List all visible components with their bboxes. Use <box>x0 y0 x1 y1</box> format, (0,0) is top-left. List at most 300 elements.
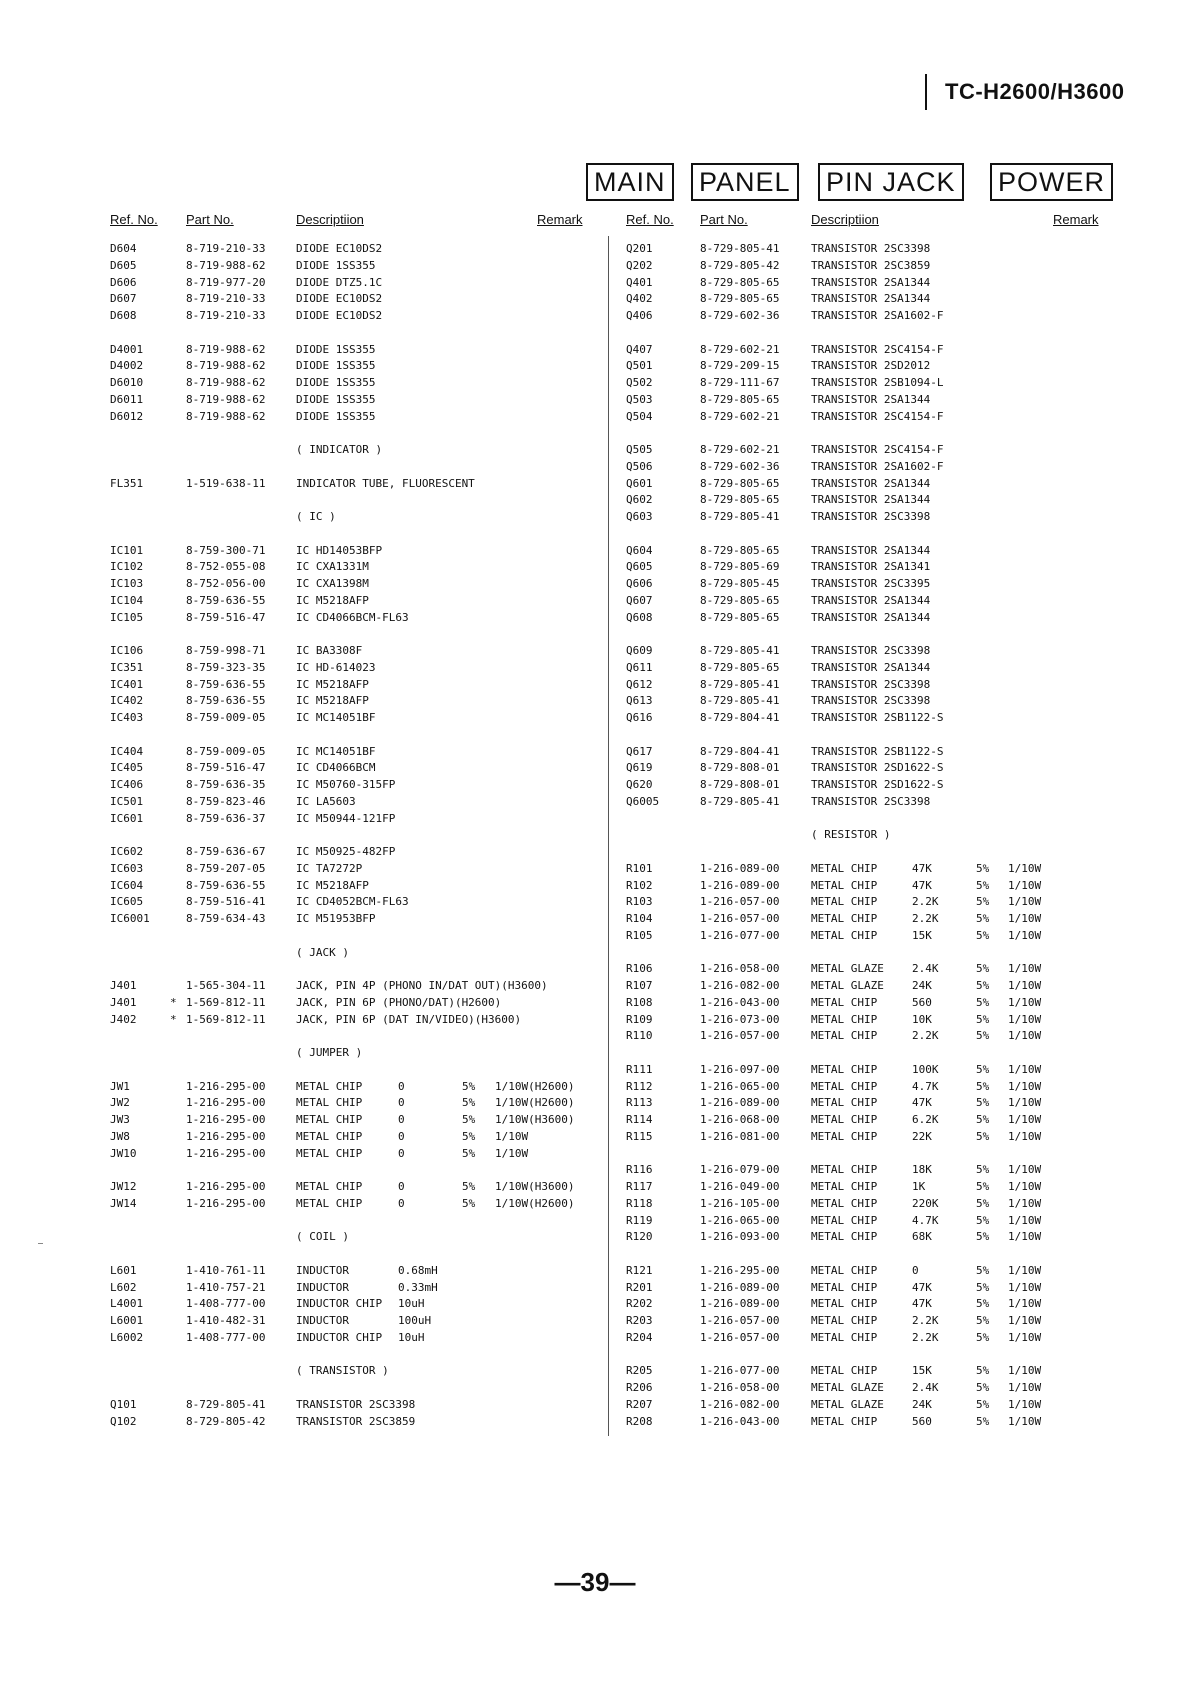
part-no: 8-759-636-35 <box>186 778 266 791</box>
description: IC MC14051BF <box>296 711 376 724</box>
ref-no: IC403 <box>110 711 144 724</box>
ref-no: L6001 <box>110 1314 144 1327</box>
description: TRANSISTOR 2SA1602-F <box>811 460 944 473</box>
part-no: 1-569-812-11 <box>186 996 266 1009</box>
description: METAL GLAZE <box>811 1381 884 1394</box>
tolerance: 5% <box>976 1314 990 1327</box>
part-no: 8-759-636-55 <box>186 879 266 892</box>
left-header-desc: Descriptiion <box>296 212 364 227</box>
tolerance: 5% <box>976 1398 990 1411</box>
description: INDICATOR TUBE, FLUORESCENT <box>296 477 475 490</box>
ref-no: R202 <box>626 1297 653 1310</box>
part-row <box>0 744 1190 760</box>
ref-no: J401 <box>110 996 137 1009</box>
part-row <box>0 258 1190 274</box>
part-no: 1-216-295-00 <box>186 1080 266 1093</box>
part-no: 1-216-057-00 <box>700 895 780 908</box>
part-row <box>0 961 1190 977</box>
description: TRANSISTOR 2SA1344 <box>811 493 931 506</box>
ref-no: IC603 <box>110 862 144 875</box>
part-row <box>0 492 1190 508</box>
description: METAL CHIP <box>811 1063 878 1076</box>
description: JACK, PIN 6P (PHONO/DAT)(H2600) <box>296 996 502 1009</box>
part-no: 1-216-043-00 <box>700 996 780 1009</box>
description: TRANSISTOR 2SA1602-F <box>811 309 944 322</box>
ref-no: Q607 <box>626 594 653 607</box>
inductance: 10uH <box>398 1331 425 1344</box>
description: IC M50925-482FP <box>296 845 396 858</box>
left-header-ref: Ref. No. <box>110 212 158 227</box>
description: TRANSISTOR 2SA1344 <box>811 276 931 289</box>
part-no: 8-729-602-36 <box>700 460 780 473</box>
part-row <box>0 1079 1190 1095</box>
part-row <box>0 358 1190 374</box>
tolerance: 5% <box>976 862 990 875</box>
right-header-desc: Descriptiion <box>811 212 879 227</box>
ref-no: Q605 <box>626 560 653 573</box>
value: 47K <box>912 879 932 892</box>
part-row <box>0 911 1190 927</box>
ref-no: L601 <box>110 1264 137 1277</box>
description: IC HD14053BFP <box>296 544 383 557</box>
wattage: 1/10W <box>1008 1230 1042 1243</box>
ref-no: Q606 <box>626 577 653 590</box>
part-row <box>0 291 1190 307</box>
part-no: 8-729-804-41 <box>700 711 780 724</box>
ref-no: Q407 <box>626 343 653 356</box>
value: 24K <box>912 1398 932 1411</box>
value: 6.2K <box>912 1113 939 1126</box>
inductance: 10uH <box>398 1297 425 1310</box>
description: METAL CHIP <box>811 1415 878 1428</box>
left-header-remark: Remark <box>537 212 583 227</box>
section-heading: ( TRANSISTOR ) <box>296 1364 389 1377</box>
part-row <box>0 811 1190 827</box>
ref-no: D607 <box>110 292 137 305</box>
ref-no: D604 <box>110 242 137 255</box>
ref-no: R107 <box>626 979 653 992</box>
ref-no: Q603 <box>626 510 653 523</box>
wattage: 1/10W <box>1008 1364 1042 1377</box>
description: METAL CHIP <box>296 1113 363 1126</box>
value: 15K <box>912 929 932 942</box>
part-row <box>0 894 1190 910</box>
part-no: 1-216-089-00 <box>700 1096 780 1109</box>
tolerance: 5% <box>976 1063 990 1076</box>
ref-no: Q401 <box>626 276 653 289</box>
wattage: 1/10W <box>1008 1096 1042 1109</box>
part-no: 8-752-056-00 <box>186 577 266 590</box>
description: TRANSISTOR 2SC4154-F <box>811 410 944 423</box>
part-no: 8-729-805-41 <box>700 795 780 808</box>
tolerance: 5% <box>976 1080 990 1093</box>
part-row <box>0 1263 1190 1279</box>
tolerance: 5% <box>976 962 990 975</box>
ref-no: IC602 <box>110 845 144 858</box>
tolerance: 5% <box>462 1147 476 1160</box>
part-row <box>0 1280 1190 1296</box>
description: IC MC14051BF <box>296 745 376 758</box>
part-no: 1-519-638-11 <box>186 477 266 490</box>
part-no: 1-216-058-00 <box>700 1381 780 1394</box>
tolerance: 5% <box>976 1096 990 1109</box>
part-no: 8-729-805-42 <box>700 259 780 272</box>
scan-mark <box>38 1243 43 1244</box>
ref-no: R206 <box>626 1381 653 1394</box>
part-no: 1-216-068-00 <box>700 1113 780 1126</box>
value: 47K <box>912 862 932 875</box>
value: 4.7K <box>912 1080 939 1093</box>
ref-no: Q102 <box>110 1415 137 1428</box>
ref-no: Q6005 <box>626 795 660 808</box>
description: IC M5218AFP <box>296 678 369 691</box>
description: TRANSISTOR 2SA1344 <box>811 393 931 406</box>
part-no: 8-719-988-62 <box>186 376 266 389</box>
part-row <box>0 844 1190 860</box>
tolerance: 5% <box>976 1113 990 1126</box>
value: 2.4K <box>912 1381 939 1394</box>
part-no: 8-729-602-36 <box>700 309 780 322</box>
ref-no: L602 <box>110 1281 137 1294</box>
tolerance: 5% <box>976 1197 990 1210</box>
part-no: 8-752-055-08 <box>186 560 266 573</box>
ref-no: JW12 <box>110 1180 137 1193</box>
description: IC M5218AFP <box>296 694 369 707</box>
ref-no: D608 <box>110 309 137 322</box>
value: 0 <box>398 1147 405 1160</box>
part-row <box>0 442 1190 458</box>
description: TRANSISTOR 2SC3398 <box>811 795 931 808</box>
part-row <box>0 476 1190 492</box>
ref-no: IC404 <box>110 745 144 758</box>
ref-no: Q505 <box>626 443 653 456</box>
value: 4.7K <box>912 1214 939 1227</box>
tolerance: 5% <box>976 929 990 942</box>
description: INDUCTOR <box>296 1314 349 1327</box>
ref-no: JW3 <box>110 1113 130 1126</box>
value: 47K <box>912 1297 932 1310</box>
part-no: 1-410-757-21 <box>186 1281 266 1294</box>
description: TRANSISTOR 2SC3859 <box>296 1415 416 1428</box>
ref-no: L4001 <box>110 1297 144 1310</box>
part-no: 1-216-082-00 <box>700 1398 780 1411</box>
part-no: 8-729-808-01 <box>700 778 780 791</box>
value: 2.2K <box>912 912 939 925</box>
section-heading: ( JACK ) <box>296 946 349 959</box>
ref-no: IC402 <box>110 694 144 707</box>
part-no: 1-216-082-00 <box>700 979 780 992</box>
ref-no: R201 <box>626 1281 653 1294</box>
part-no: 8-729-805-65 <box>700 477 780 490</box>
description: METAL GLAZE <box>811 962 884 975</box>
description: METAL CHIP <box>811 1180 878 1193</box>
value: 22K <box>912 1130 932 1143</box>
ref-no: Q617 <box>626 745 653 758</box>
part-no: 1-216-049-00 <box>700 1180 780 1193</box>
part-no: 8-759-516-41 <box>186 895 266 908</box>
ref-no: Q602 <box>626 493 653 506</box>
part-row <box>0 1196 1190 1212</box>
value: 560 <box>912 1415 932 1428</box>
part-no: 8-729-805-42 <box>186 1415 266 1428</box>
ref-no: R121 <box>626 1264 653 1277</box>
description: JACK, PIN 4P (PHONO IN/DAT OUT)(H3600) <box>296 979 548 992</box>
part-row <box>0 1129 1190 1145</box>
wattage: 1/10W <box>1008 1063 1042 1076</box>
description: METAL CHIP <box>811 1080 878 1093</box>
ref-no: IC6001 <box>110 912 150 925</box>
wattage: 1/10W <box>1008 879 1042 892</box>
right-header-ref: Ref. No. <box>626 212 674 227</box>
description: DIODE 1SS355 <box>296 359 376 372</box>
part-row <box>0 660 1190 676</box>
part-no: 8-729-805-41 <box>700 644 780 657</box>
ref-no: R105 <box>626 929 653 942</box>
ref-no: R111 <box>626 1063 653 1076</box>
part-row <box>0 1095 1190 1111</box>
tolerance: 5% <box>976 1364 990 1377</box>
description: TRANSISTOR 2SD2012 <box>811 359 931 372</box>
part-row <box>0 1146 1190 1162</box>
ref-no: IC406 <box>110 778 144 791</box>
ref-no: D6012 <box>110 410 144 423</box>
part-row <box>0 1012 1190 1028</box>
description: METAL GLAZE <box>811 1398 884 1411</box>
ref-no: R116 <box>626 1163 653 1176</box>
wattage: 1/10W <box>1008 962 1042 975</box>
description: METAL CHIP <box>811 1264 878 1277</box>
part-no: 8-729-804-41 <box>700 745 780 758</box>
ref-no: R203 <box>626 1314 653 1327</box>
description: METAL CHIP <box>811 1281 878 1294</box>
tolerance: 5% <box>976 895 990 908</box>
ref-no: Q201 <box>626 242 653 255</box>
description: INDUCTOR <box>296 1264 349 1277</box>
part-no: 8-729-805-41 <box>700 678 780 691</box>
part-no: 8-729-805-65 <box>700 611 780 624</box>
part-no: 8-729-805-65 <box>700 594 780 607</box>
description: METAL CHIP <box>811 1013 878 1026</box>
part-no: 8-729-805-69 <box>700 560 780 573</box>
description: DIODE 1SS355 <box>296 393 376 406</box>
description: METAL CHIP <box>811 1029 878 1042</box>
tolerance: 5% <box>462 1113 476 1126</box>
ref-no: R115 <box>626 1130 653 1143</box>
part-no: 1-408-777-00 <box>186 1297 266 1310</box>
part-no: 8-759-636-67 <box>186 845 266 858</box>
tolerance: 5% <box>462 1180 476 1193</box>
ref-no: Q506 <box>626 460 653 473</box>
part-no: 8-729-805-41 <box>700 694 780 707</box>
part-row <box>0 392 1190 408</box>
part-no: 8-719-988-62 <box>186 393 266 406</box>
part-no: 1-216-043-00 <box>700 1415 780 1428</box>
value: 0 <box>912 1264 919 1277</box>
ref-no: R120 <box>626 1230 653 1243</box>
section-heading: ( COIL ) <box>296 1230 349 1243</box>
wattage: 1/10W(H3600) <box>495 1180 575 1193</box>
part-row <box>0 1363 1190 1379</box>
part-row <box>0 928 1190 944</box>
description: TRANSISTOR 2SA1344 <box>811 611 931 624</box>
part-no: 8-729-805-41 <box>700 510 780 523</box>
ref-no: FL351 <box>110 477 144 490</box>
ref-no: Q504 <box>626 410 653 423</box>
ref-no: J402 <box>110 1013 137 1026</box>
description: JACK, PIN 6P (DAT IN/VIDEO)(H3600) <box>296 1013 522 1026</box>
description: METAL CHIP <box>296 1180 363 1193</box>
description: TRANSISTOR 2SC3398 <box>811 242 931 255</box>
description: METAL CHIP <box>811 1096 878 1109</box>
section-heading: ( INDICATOR ) <box>296 443 383 456</box>
description: DIODE 1SS355 <box>296 343 376 356</box>
page-number: —39— <box>554 1567 636 1597</box>
value: 0 <box>398 1113 405 1126</box>
wattage: 1/10W <box>1008 1214 1042 1227</box>
part-row <box>0 593 1190 609</box>
tolerance: 5% <box>462 1130 476 1143</box>
description: INDUCTOR <box>296 1281 349 1294</box>
wattage: 1/10W(H3600) <box>495 1113 575 1126</box>
part-no: 1-216-295-00 <box>186 1113 266 1126</box>
part-no: 1-216-295-00 <box>186 1096 266 1109</box>
part-no: 8-719-988-62 <box>186 410 266 423</box>
description: METAL CHIP <box>296 1197 363 1210</box>
value: 220K <box>912 1197 939 1210</box>
ref-no: JW14 <box>110 1197 137 1210</box>
ref-no: IC101 <box>110 544 144 557</box>
part-row <box>0 1414 1190 1430</box>
description: TRANSISTOR 2SA1344 <box>811 661 931 674</box>
part-row <box>0 1028 1190 1044</box>
star-mark: * <box>170 1013 177 1026</box>
ref-no: R114 <box>626 1113 653 1126</box>
part-no: 8-719-210-33 <box>186 309 266 322</box>
tolerance: 5% <box>976 996 990 1009</box>
ref-no: R108 <box>626 996 653 1009</box>
description: METAL CHIP <box>296 1080 363 1093</box>
part-no: 8-719-988-62 <box>186 259 266 272</box>
ref-no: J401 <box>110 979 137 992</box>
part-no: 1-216-073-00 <box>700 1013 780 1026</box>
part-no: 1-565-304-11 <box>186 979 266 992</box>
tolerance: 5% <box>976 1381 990 1394</box>
ref-no: IC604 <box>110 879 144 892</box>
part-no: 8-759-636-55 <box>186 594 266 607</box>
wattage: 1/10W <box>1008 1163 1042 1176</box>
part-row <box>0 543 1190 559</box>
ref-no: Q609 <box>626 644 653 657</box>
value: 47K <box>912 1281 932 1294</box>
right-header-part: Part No. <box>700 212 748 227</box>
ref-no: Q503 <box>626 393 653 406</box>
part-no: 8-729-209-15 <box>700 359 780 372</box>
ref-no: D606 <box>110 276 137 289</box>
description: IC CD4066BCM <box>296 761 376 774</box>
part-row <box>0 1313 1190 1329</box>
description: METAL CHIP <box>811 862 878 875</box>
value: 18K <box>912 1163 932 1176</box>
part-no: 8-729-805-41 <box>700 242 780 255</box>
ref-no: IC106 <box>110 644 144 657</box>
description: TRANSISTOR 2SD1622-S <box>811 778 944 791</box>
ref-no: Q202 <box>626 259 653 272</box>
part-row <box>0 610 1190 626</box>
part-no: 8-729-805-41 <box>186 1398 266 1411</box>
ref-no: Q601 <box>626 477 653 490</box>
part-no: 8-729-805-65 <box>700 493 780 506</box>
part-no: 8-759-636-55 <box>186 678 266 691</box>
part-row <box>0 275 1190 291</box>
part-row <box>0 1179 1190 1195</box>
part-no: 8-759-634-43 <box>186 912 266 925</box>
description: METAL CHIP <box>811 1163 878 1176</box>
ref-no: IC601 <box>110 812 144 825</box>
description: METAL CHIP <box>811 929 878 942</box>
part-row <box>0 342 1190 358</box>
tolerance: 5% <box>976 1130 990 1143</box>
wattage: 1/10W <box>1008 1297 1042 1310</box>
description: METAL CHIP <box>811 1297 878 1310</box>
description: IC CD4052BCM-FL63 <box>296 895 409 908</box>
value: 0 <box>398 1180 405 1193</box>
ref-no: R109 <box>626 1013 653 1026</box>
description: IC M50760-315FP <box>296 778 396 791</box>
wattage: 1/10W <box>1008 1180 1042 1193</box>
description: TRANSISTOR 2SB1122-S <box>811 711 944 724</box>
ref-no: R106 <box>626 962 653 975</box>
part-no: 8-729-805-45 <box>700 577 780 590</box>
description: TRANSISTOR 2SA1344 <box>811 477 931 490</box>
tolerance: 5% <box>462 1096 476 1109</box>
description: IC CXA1398M <box>296 577 369 590</box>
part-no: 8-729-805-65 <box>700 292 780 305</box>
ref-no: D4002 <box>110 359 144 372</box>
part-row <box>0 760 1190 776</box>
description: IC BA3308F <box>296 644 363 657</box>
ref-no: IC102 <box>110 560 144 573</box>
part-row <box>0 1062 1190 1078</box>
description: METAL CHIP <box>811 1197 878 1210</box>
part-no: 1-216-093-00 <box>700 1230 780 1243</box>
ref-no: R119 <box>626 1214 653 1227</box>
ref-no: Q620 <box>626 778 653 791</box>
part-row <box>0 459 1190 475</box>
part-no: 8-719-210-33 <box>186 292 266 305</box>
wattage: 1/10W <box>1008 1130 1042 1143</box>
description: IC TA7272P <box>296 862 363 875</box>
description: IC M5218AFP <box>296 594 369 607</box>
part-no: 8-719-210-33 <box>186 242 266 255</box>
ref-no: R208 <box>626 1415 653 1428</box>
ref-no: IC405 <box>110 761 144 774</box>
description: TRANSISTOR 2SD1622-S <box>811 761 944 774</box>
value: 0 <box>398 1197 405 1210</box>
description: DIODE EC10DS2 <box>296 242 383 255</box>
part-row <box>0 1162 1190 1178</box>
section-heading: ( RESISTOR ) <box>811 828 891 841</box>
value: 15K <box>912 1364 932 1377</box>
board-label-pin-jack: PIN JACK <box>818 163 964 201</box>
tolerance: 5% <box>976 879 990 892</box>
ref-no: R118 <box>626 1197 653 1210</box>
part-row <box>0 1397 1190 1413</box>
part-no: 1-410-482-31 <box>186 1314 266 1327</box>
value: 1K <box>912 1180 926 1193</box>
tolerance: 5% <box>976 979 990 992</box>
part-row <box>0 710 1190 726</box>
ref-no: D4001 <box>110 343 144 356</box>
